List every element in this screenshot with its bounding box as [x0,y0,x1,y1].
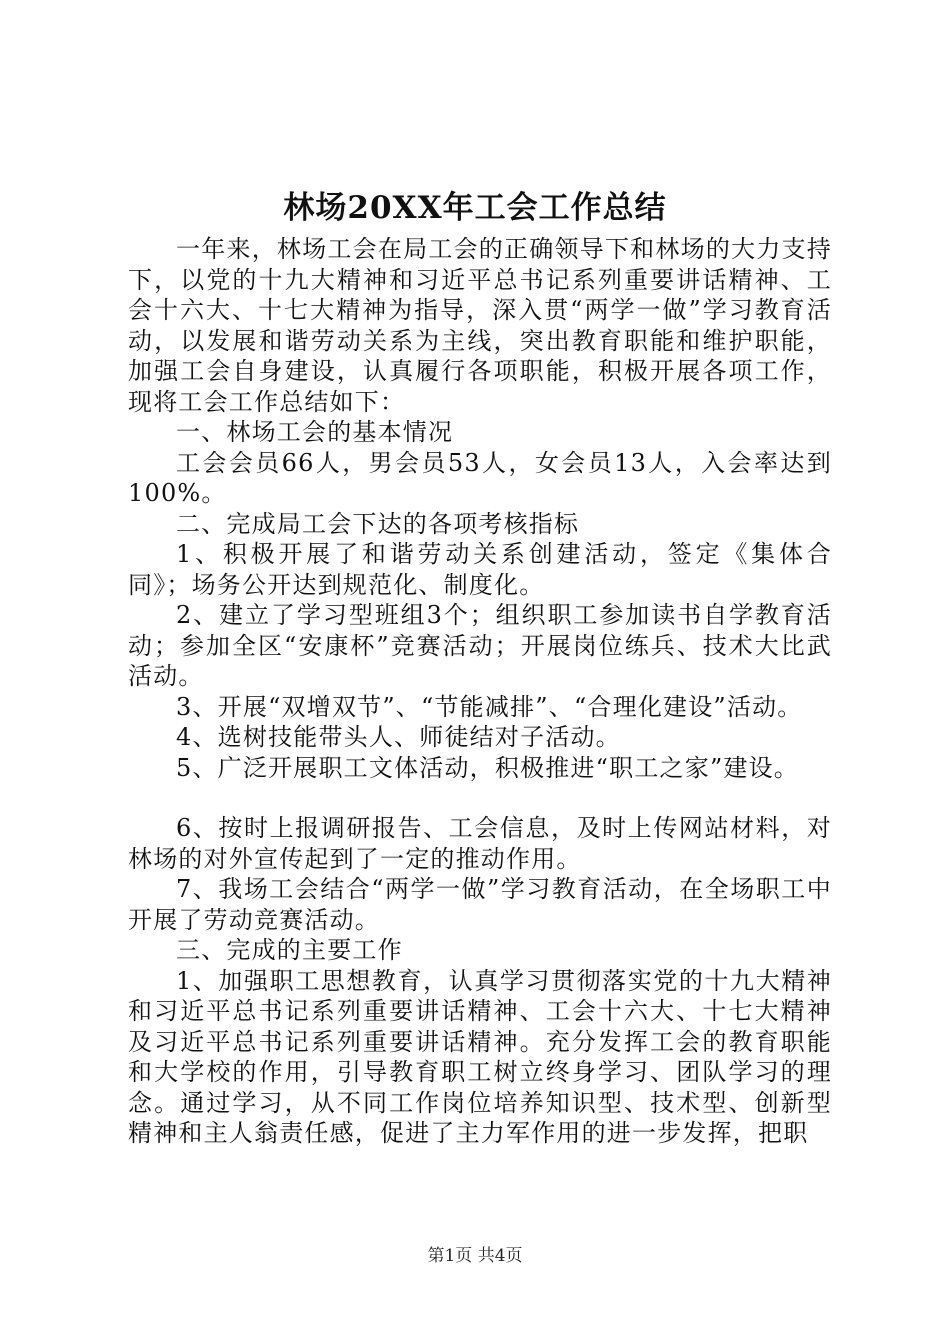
section-heading-2: 二、完成局工会下达的各项考核指标 [176,509,580,538]
list-item-2: 2、建立了学习型班组3个；组织职工参加读书自学教育活动；参加全区“安康杯”竞赛活动；开展岗位练兵、技术大比武活动。 [128,601,832,690]
list-item-4: 4、选树技能带头人、师徒结对子活动。 [176,723,621,751]
page-number-footer: 第1页 共4页 [427,1246,523,1266]
list-item-6: 6、按时上报调研报告、工会信息，及时上传网站材料，对林场的对外宣传起到了一定的推动作用。 [128,814,832,873]
list-item-7: 7、我场工会结合“两学一做”学习教育活动，在全场职工中开展了劳动竞赛活动。 [128,875,832,934]
paragraph-intro: 一年来，林场工会在局工会的正确领导下和林场的大力支持下，以党的十九大精神和习近平总书记系列重要讲话精神、工会十六大、十七大精神为指导，深入贯“两学一做”学习教育活动，以发展和谐劳动关系为主线，突出教育职能和维护职能，加强工会自身建设，认真履行各项职能，积极开展各项工作，现将工会工作总结如下： [128,235,832,416]
list-item-3: 3、开展“双增双节”、“节能减排”、“合理化建设”活动。 [176,692,803,721]
list-item-5: 5、广泛开展职工文体活动，积极推进“职工之家”建设。 [176,753,800,782]
main-work-item-1: 1、加强职工思想教育，认真学习贯彻落实党的十九大精神和习近平总书记系列重要讲话精神、工会十六大、十七大精神及习近平总书记系列重要讲话精神。充分发挥工会的教育职能和大学校的作用，引导教育职工树立终身学习、团队学习的理念。通过学习，从不同工作岗位培养知识型、技术型、创新型精神和主人翁责任感，促进了主力军作用的进一步发挥，把职 [128,966,832,1147]
document-title: 林场20XX年工会工作总结 [283,190,667,226]
section-heading-1: 一、林场工会的基本情况 [176,418,454,446]
section-heading-3: 三、完成的主要工作 [176,936,403,964]
list-item-1: 1、积极开展了和谐劳动关系创建活动，签定《集体合同》；场务公开达到规范化、制度化。 [128,540,832,599]
document-body [128,234,832,1149]
paragraph-membership: 工会会员66人，男会员53人，女会员13人，入会率达到100%。 [128,448,832,507]
